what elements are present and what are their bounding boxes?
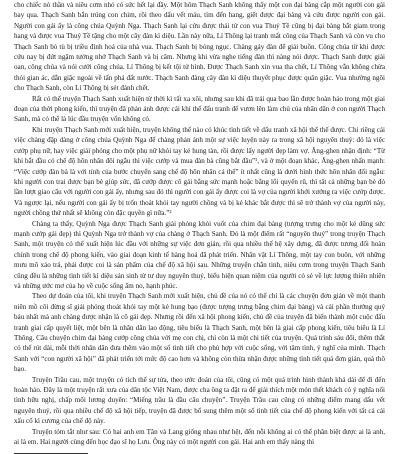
paragraph-theme-evolution: Theo dự đoán của tôi, khi truyện Thạch Sanh mới xuất hiện, chủ đề của nó có thể chỉ là các chuyện đơn giản về một thanh niên mồ côi đừng sĩ giải phóng thoát khỏi tay một kẻ hung bạo (được tượng trưng bằng chim đại bàng) và cái phần thưởng quý báu nhất mà anh chàng được nhận là cô gái đẹp. Nhưng rồi đến xã hội phong kiến, chủ đề của truyện đã biến thành một cuộc đấu tranh giai cấp quyết liệt, một bên là nhân dân lao động, tiêu biểu là Thạch Sanh, một bên là giai cấp phong kiến, tiêu biểu là Lí Thông. Câu chuyện chim đại bàng cướp công chúa với mẹ con chị, chỉ còn là một chi tiết của truyện. Quá trình sáu đổi, thêm thắt có thể rút dài, mỗi thời nhân dân đưa thêm vào một số tình tiết cho phù hợp với cuộc sống, với tâm tình, ý nghĩ của mình. Thạch Sanh với “con người xã hội” đã phát triển tới mức độ cao hơn và không còn thừa nhận được những tình tiết quá đơn giản, quá thô bạo. <box>14 292 385 374</box>
paragraph-quynh-nga-analysis: Chàng ta thấy, Quỳnh Nga được Thạch Sanh giải phóng khỏi vuốt của chim đại bàng (tượng trưng cho một kẻ dũng sức mạnh cướp gái đẹp) thì Quỳnh Nga trở thành vợ của chàng ở Thạch Sanh. Đó là một điểm rất “nguyên thuỷ” trong truyện Thạch Sanh, một truyện có thể xuất hiện lúc đầu với những sự việc đơn giản, rồi qua nhiều thế hệ xây dựng, đã được tương đối hoàn chỉnh trong chế độ phong kiến, vào giai đoạn kinh tế hàng hoá đã phát triển. Nhân vật Lí Thông, một tay con buôn, với những mưu mô xảo trá, phải được coi là sản phẩm của chế độ xã hội sau. Những truyện chắn tinh, niêu cơm trong truyện Thạch Sanh cũng đều là những tình tiết kì diệu sản sinh từ tư duy nguyên thuỷ, biểu hiện quan niệm của người có sẻ về lực lượng thiên nhiên và những ước mơ của họ về cuộc sống ấm no, hạnh phúc. <box>14 219 385 290</box>
paragraph-trau-cau-summary: Truyện tóm tắt như sau: Có hai anh em Tân và Lang giống nhau như hệt, đến nỗi không ai có thể phân biệt được ai là anh, ai là em. Hai người cùng đến học đạo sĩ họ Lưu. Ông này có một người con gái. Hai anh em thấy nàng thì <box>14 427 385 447</box>
paragraph-origin-thach-sanh: Rất có thể truyện Thạch Sanh xuất hiện từ thời kì rất xa xôi, nhưng sau khi đã trải qua bao lần được hoàn hảo trong một giai đoạn của thời phong kiến, thì truyện đã phản ánh được cái khí thế đấu tranh để vươn lên làm chủ của nhân dân ở con người Thạch Sanh, mà có thể là lúc đầu truyện vốn không có. <box>14 94 385 124</box>
document-page <box>14 0 385 447</box>
paragraph-summary-continued: cho chiếc nỏ thần và niêu cơm nhỏ có sức hết lại đầy. Một hôm Thạch Sanh không thấy một con đại bàng cắp một người con gái bay qua. Thạch Sanh bắn trúng con chim, rồi theo dấu vết máu, tìm đến hang, giết được đại bàng và cứu được người con gái. Người con gái ấy là công chúa Quỳnh Nga. Thạch Sanh lại cứu được thái tử con vua Thuỷ Tề cũng bị đại bàng bắt giam trong hang và được vua Thuỷ Tề tặng cho một cây đàn kì diệu. Lần này nữa, Lí Thông lại tranh mất công của Thạch Sanh và còn vu cho Thạch Sanh bỏ tù bị triều đình hoá của nhà vua. Thạch Sanh bị bỏng ngục. Chàng gảy đàn để giải buồn. Công chúa từ khi được cứu nay bị đứt ngậm tưởng nhớ Thạch Sanh và bị câm. Nhưng khi vừa nghe tiếng đàn thì nàng nói được. Thạch Sanh được giải oan, công chúa và nói cưới công chúa. Lí Thông bị kết tội tử hình. Được Thạch Sanh xin vua tha chết, Lí Thông vẫn không chừa thói gian ác, dẫn giặc ngoài về tấn phá đất nước. Thạch Sanh đàng cây đàn kì diệu thuyết phục được quân giặc. Vua nhường ngôi cho Thạch Sanh, còn Lí Thông bị sét đánh chết. <box>14 1 385 93</box>
paragraph-trau-cau-intro: Truyện Trầu cau, một truyện có tích thể sự tửa, theo ước đoán của tôi, cũng có một quá trình hình thành khá dài để đi đến hoàn hảo. Đây là một truyện rất xưa của dân tộc Việt Nam, được cha ông ta đặt ra để giải thích một món thết khách có ý nghĩa nổi tình hữu nghị, chấp mối lương duyên: “Miếng trầu là đầu câu chuyện”. Truyện Trầu cau cũng có những điểm mang dấu vết nguyên thuỷ, rồi qua nhiều chế độ xã hội tiếp, truyện đã được bổ sung thêm một số tình tiết của chế độ phong kiến với tất cả cái xấu cổ kì cương của chế độ này. <box>14 375 385 426</box>
paragraph-primitive-marriage: Khi truyện Thạch Sanh mới xuất hiện, truyện không thể nào có khúc tình tiết về dấu tranh xã hội thể thế được. Chi riêng cái việc chàng đập dàng ở công chúa Quỳnh Nga để chàng phản ánh một sự việc luyện này ra trong xã hội nguyên thuỷ: đó là việc cướp phụ nữ, hay việc giải phóng cho một phụ nữ khỏi tay kẻ hung tàn, rồi được lấy người đẹp làm vợ. Ăng-ghen nhận định: “Từ khi bắt đầu có chế độ hôn nhân đôi ngẫu thì việc cướp và mua đàn bà cũng bắt đầu”¹, và ở một đoạn khác, Ăng-ghen nhấn mạnh: “Việc cướp đàn bà là với tính của bước chuyển sang chế độ hôn nhân cá thể” ít nhất cũng là dưới hình thức hôn nhân đối ngẫu: khi người con trai được bạn bè giúp sức, đã cướp được cô gái bằng sức mạnh hoặc bằng lối quyến rũ, thì tất cả những bạn bè đó lần lượt giao cấu với người con gái ấy, nhưng sau đó thì người con gái ấy được coi là vợ của người khởi xướng ra việc cướp được. Và ngược lại, nếu người con gái ấy bị trốn thoát khỏi tay người chồng và bị kẻ khác bắt được thì sẽ trở thành vợ của người này, người chồng thứ nhất sẽ không còn đặc quyền gì nữa.”² <box>14 125 385 218</box>
